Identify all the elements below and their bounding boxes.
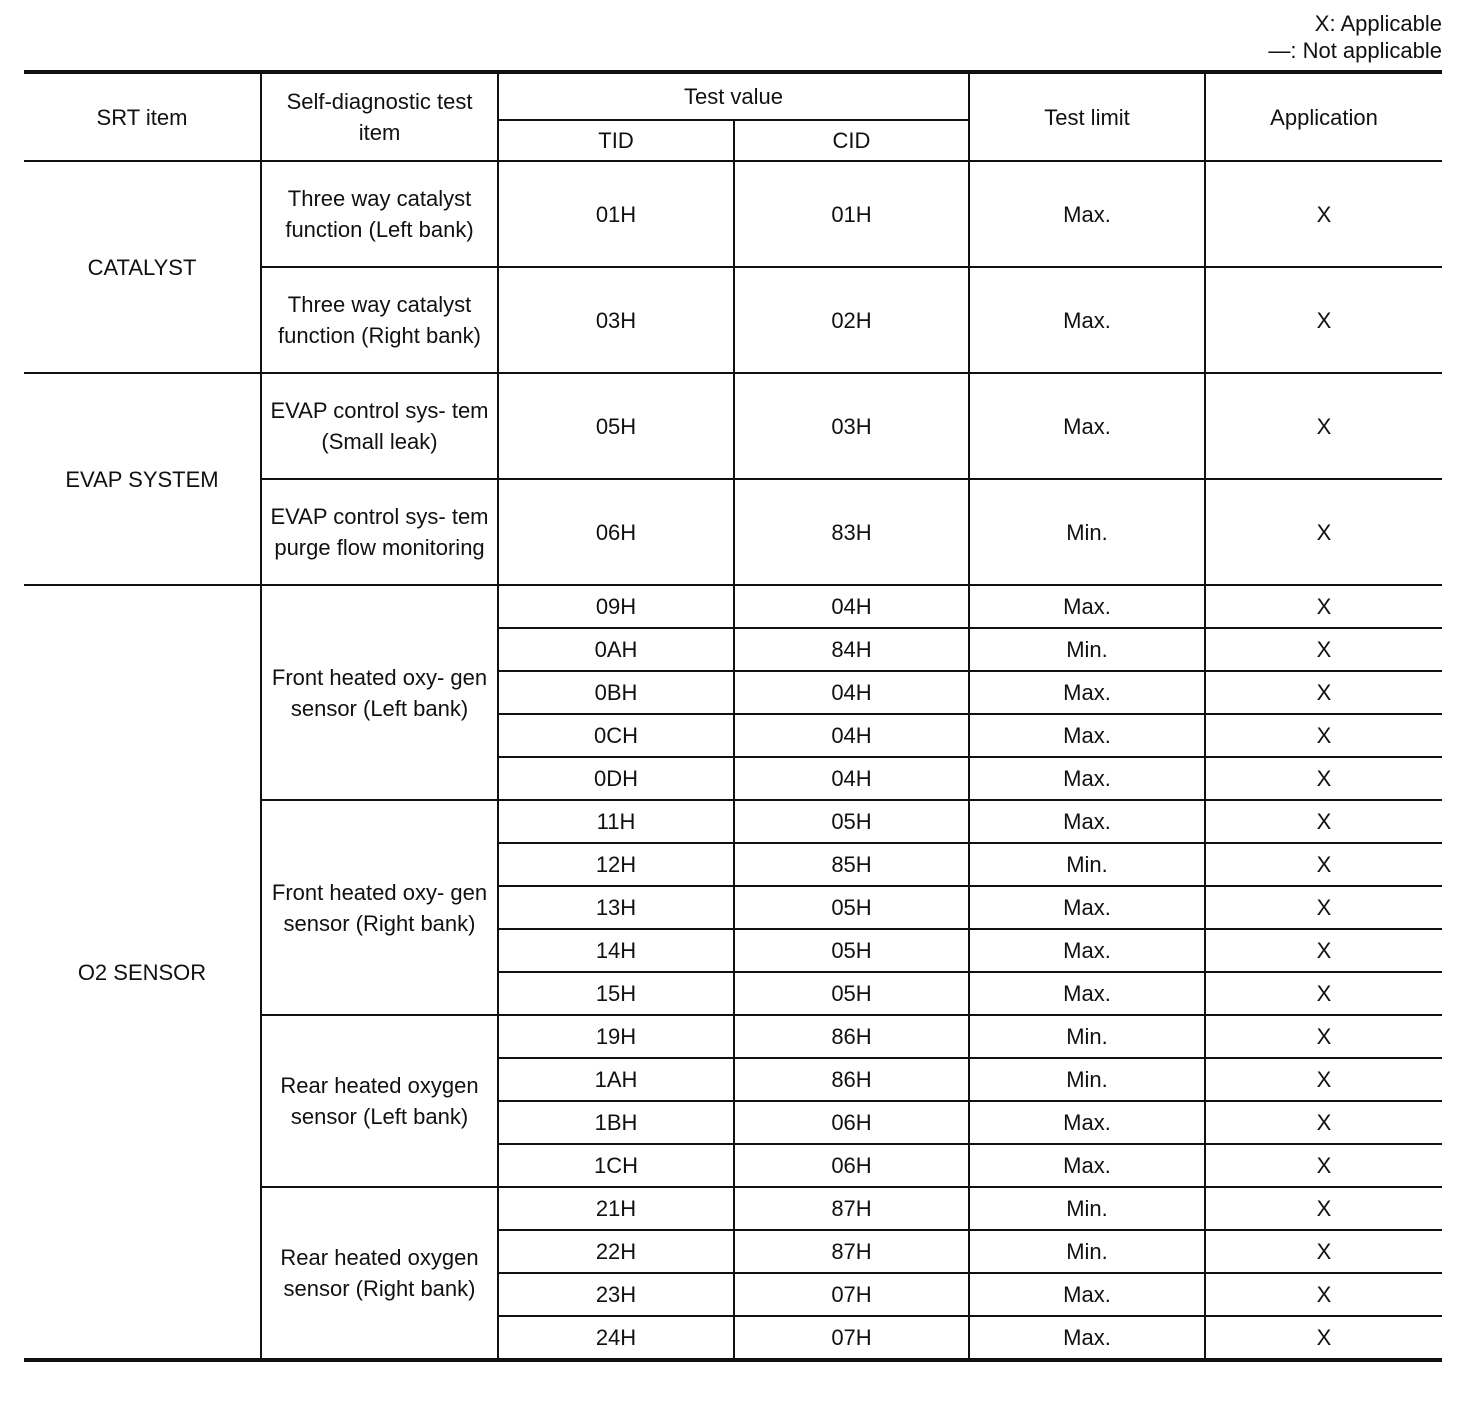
cid-cell: 87H [734,1230,969,1273]
application-cell: X [1205,1316,1442,1360]
application-cell: X [1205,1015,1442,1058]
tid-cell: 23H [498,1273,734,1316]
srt-item-cell: CATALYST [24,161,261,373]
application-cell: X [1205,373,1442,479]
test-limit-cell: Min. [969,1187,1205,1230]
header-srt-item: SRT item [24,72,261,161]
tid-cell: 11H [498,800,734,843]
tid-cell: 24H [498,1316,734,1360]
application-cell: X [1205,267,1442,373]
tid-cell: 0DH [498,757,734,800]
application-cell: X [1205,628,1442,671]
cid-cell: 04H [734,757,969,800]
test-limit-cell: Min. [969,1230,1205,1273]
test-limit-cell: Max. [969,585,1205,628]
header-test-limit: Test limit [969,72,1205,161]
application-cell: X [1205,843,1442,886]
application-cell: X [1205,714,1442,757]
test-item-cell: Rear heated oxygen sensor (Right bank) [261,1187,498,1360]
tid-cell: 22H [498,1230,734,1273]
test-limit-cell: Max. [969,1144,1205,1187]
cid-cell: 86H [734,1015,969,1058]
cid-cell: 85H [734,843,969,886]
application-cell: X [1205,1230,1442,1273]
test-item-cell: EVAP control sys- tem (Small leak) [261,373,498,479]
cid-cell: 06H [734,1101,969,1144]
cid-cell: 06H [734,1144,969,1187]
tid-cell: 14H [498,929,734,972]
application-cell: X [1205,479,1442,585]
header-cid: CID [734,120,969,161]
test-limit-cell: Max. [969,800,1205,843]
test-limit-cell: Max. [969,714,1205,757]
cid-cell: 02H [734,267,969,373]
application-cell: X [1205,800,1442,843]
tid-cell: 13H [498,886,734,929]
test-limit-cell: Min. [969,479,1205,585]
cid-cell: 03H [734,373,969,479]
tid-cell: 03H [498,267,734,373]
srt-table [24,70,1442,1362]
test-limit-cell: Min. [969,628,1205,671]
test-item-cell: Three way catalyst function (Left bank) [261,161,498,267]
tid-cell: 0AH [498,628,734,671]
cid-cell: 84H [734,628,969,671]
tid-cell: 06H [498,479,734,585]
tid-cell: 0CH [498,714,734,757]
test-limit-cell: Max. [969,373,1205,479]
tid-cell: 0BH [498,671,734,714]
application-cell: X [1205,1101,1442,1144]
application-cell: X [1205,757,1442,800]
cid-cell: 05H [734,929,969,972]
test-item-cell: Front heated oxy- gen sensor (Left bank) [261,585,498,800]
test-limit-cell: Max. [969,929,1205,972]
application-cell: X [1205,972,1442,1015]
test-limit-cell: Max. [969,1316,1205,1360]
header-tid: TID [498,120,734,161]
cid-cell: 07H [734,1316,969,1360]
test-limit-cell: Max. [969,886,1205,929]
tid-cell: 1AH [498,1058,734,1101]
test-limit-cell: Max. [969,1101,1205,1144]
tid-cell: 1CH [498,1144,734,1187]
tid-cell: 21H [498,1187,734,1230]
application-cell: X [1205,1273,1442,1316]
application-cell: X [1205,1187,1442,1230]
test-item-cell: Front heated oxy- gen sensor (Right bank) [261,800,498,1015]
tid-cell: 05H [498,373,734,479]
srt-item-cell: O2 SENSOR [24,585,261,1360]
application-cell: X [1205,585,1442,628]
test-limit-cell: Min. [969,843,1205,886]
tid-cell: 19H [498,1015,734,1058]
application-cell: X [1205,1058,1442,1101]
test-limit-cell: Min. [969,1015,1205,1058]
legend-not-applicable: —: Not applicable [1268,38,1442,63]
srt-item-cell: EVAP SYSTEM [24,373,261,585]
application-cell: X [1205,671,1442,714]
cid-cell: 04H [734,671,969,714]
application-cell: X [1205,886,1442,929]
cid-cell: 83H [734,479,969,585]
tid-cell: 09H [498,585,734,628]
cid-cell: 86H [734,1058,969,1101]
header-application: Application [1205,72,1442,161]
test-item-cell: Three way catalyst function (Right bank) [261,267,498,373]
test-item-cell: Rear heated oxygen sensor (Left bank) [261,1015,498,1187]
cid-cell: 05H [734,972,969,1015]
cid-cell: 04H [734,585,969,628]
test-limit-cell: Max. [969,1273,1205,1316]
cid-cell: 07H [734,1273,969,1316]
tid-cell: 15H [498,972,734,1015]
application-cell: X [1205,1144,1442,1187]
tid-cell: 12H [498,843,734,886]
header-test-value: Test value [498,72,969,120]
cid-cell: 04H [734,714,969,757]
test-limit-cell: Min. [969,1058,1205,1101]
test-limit-cell: Max. [969,757,1205,800]
test-item-cell: EVAP control sys- tem purge flow monitoring [261,479,498,585]
cid-cell: 05H [734,886,969,929]
test-limit-cell: Max. [969,267,1205,373]
test-limit-cell: Max. [969,671,1205,714]
application-cell: X [1205,929,1442,972]
tid-cell: 01H [498,161,734,267]
test-limit-cell: Max. [969,161,1205,267]
tid-cell: 1BH [498,1101,734,1144]
legend-applicable: X: Applicable [1314,11,1442,36]
test-limit-cell: Max. [969,972,1205,1015]
legend [1268,10,1442,64]
cid-cell: 87H [734,1187,969,1230]
application-cell: X [1205,161,1442,267]
cid-cell: 05H [734,800,969,843]
cid-cell: 01H [734,161,969,267]
header-self-diagnostic-test-item: Self-diagnostic test item [261,72,498,161]
